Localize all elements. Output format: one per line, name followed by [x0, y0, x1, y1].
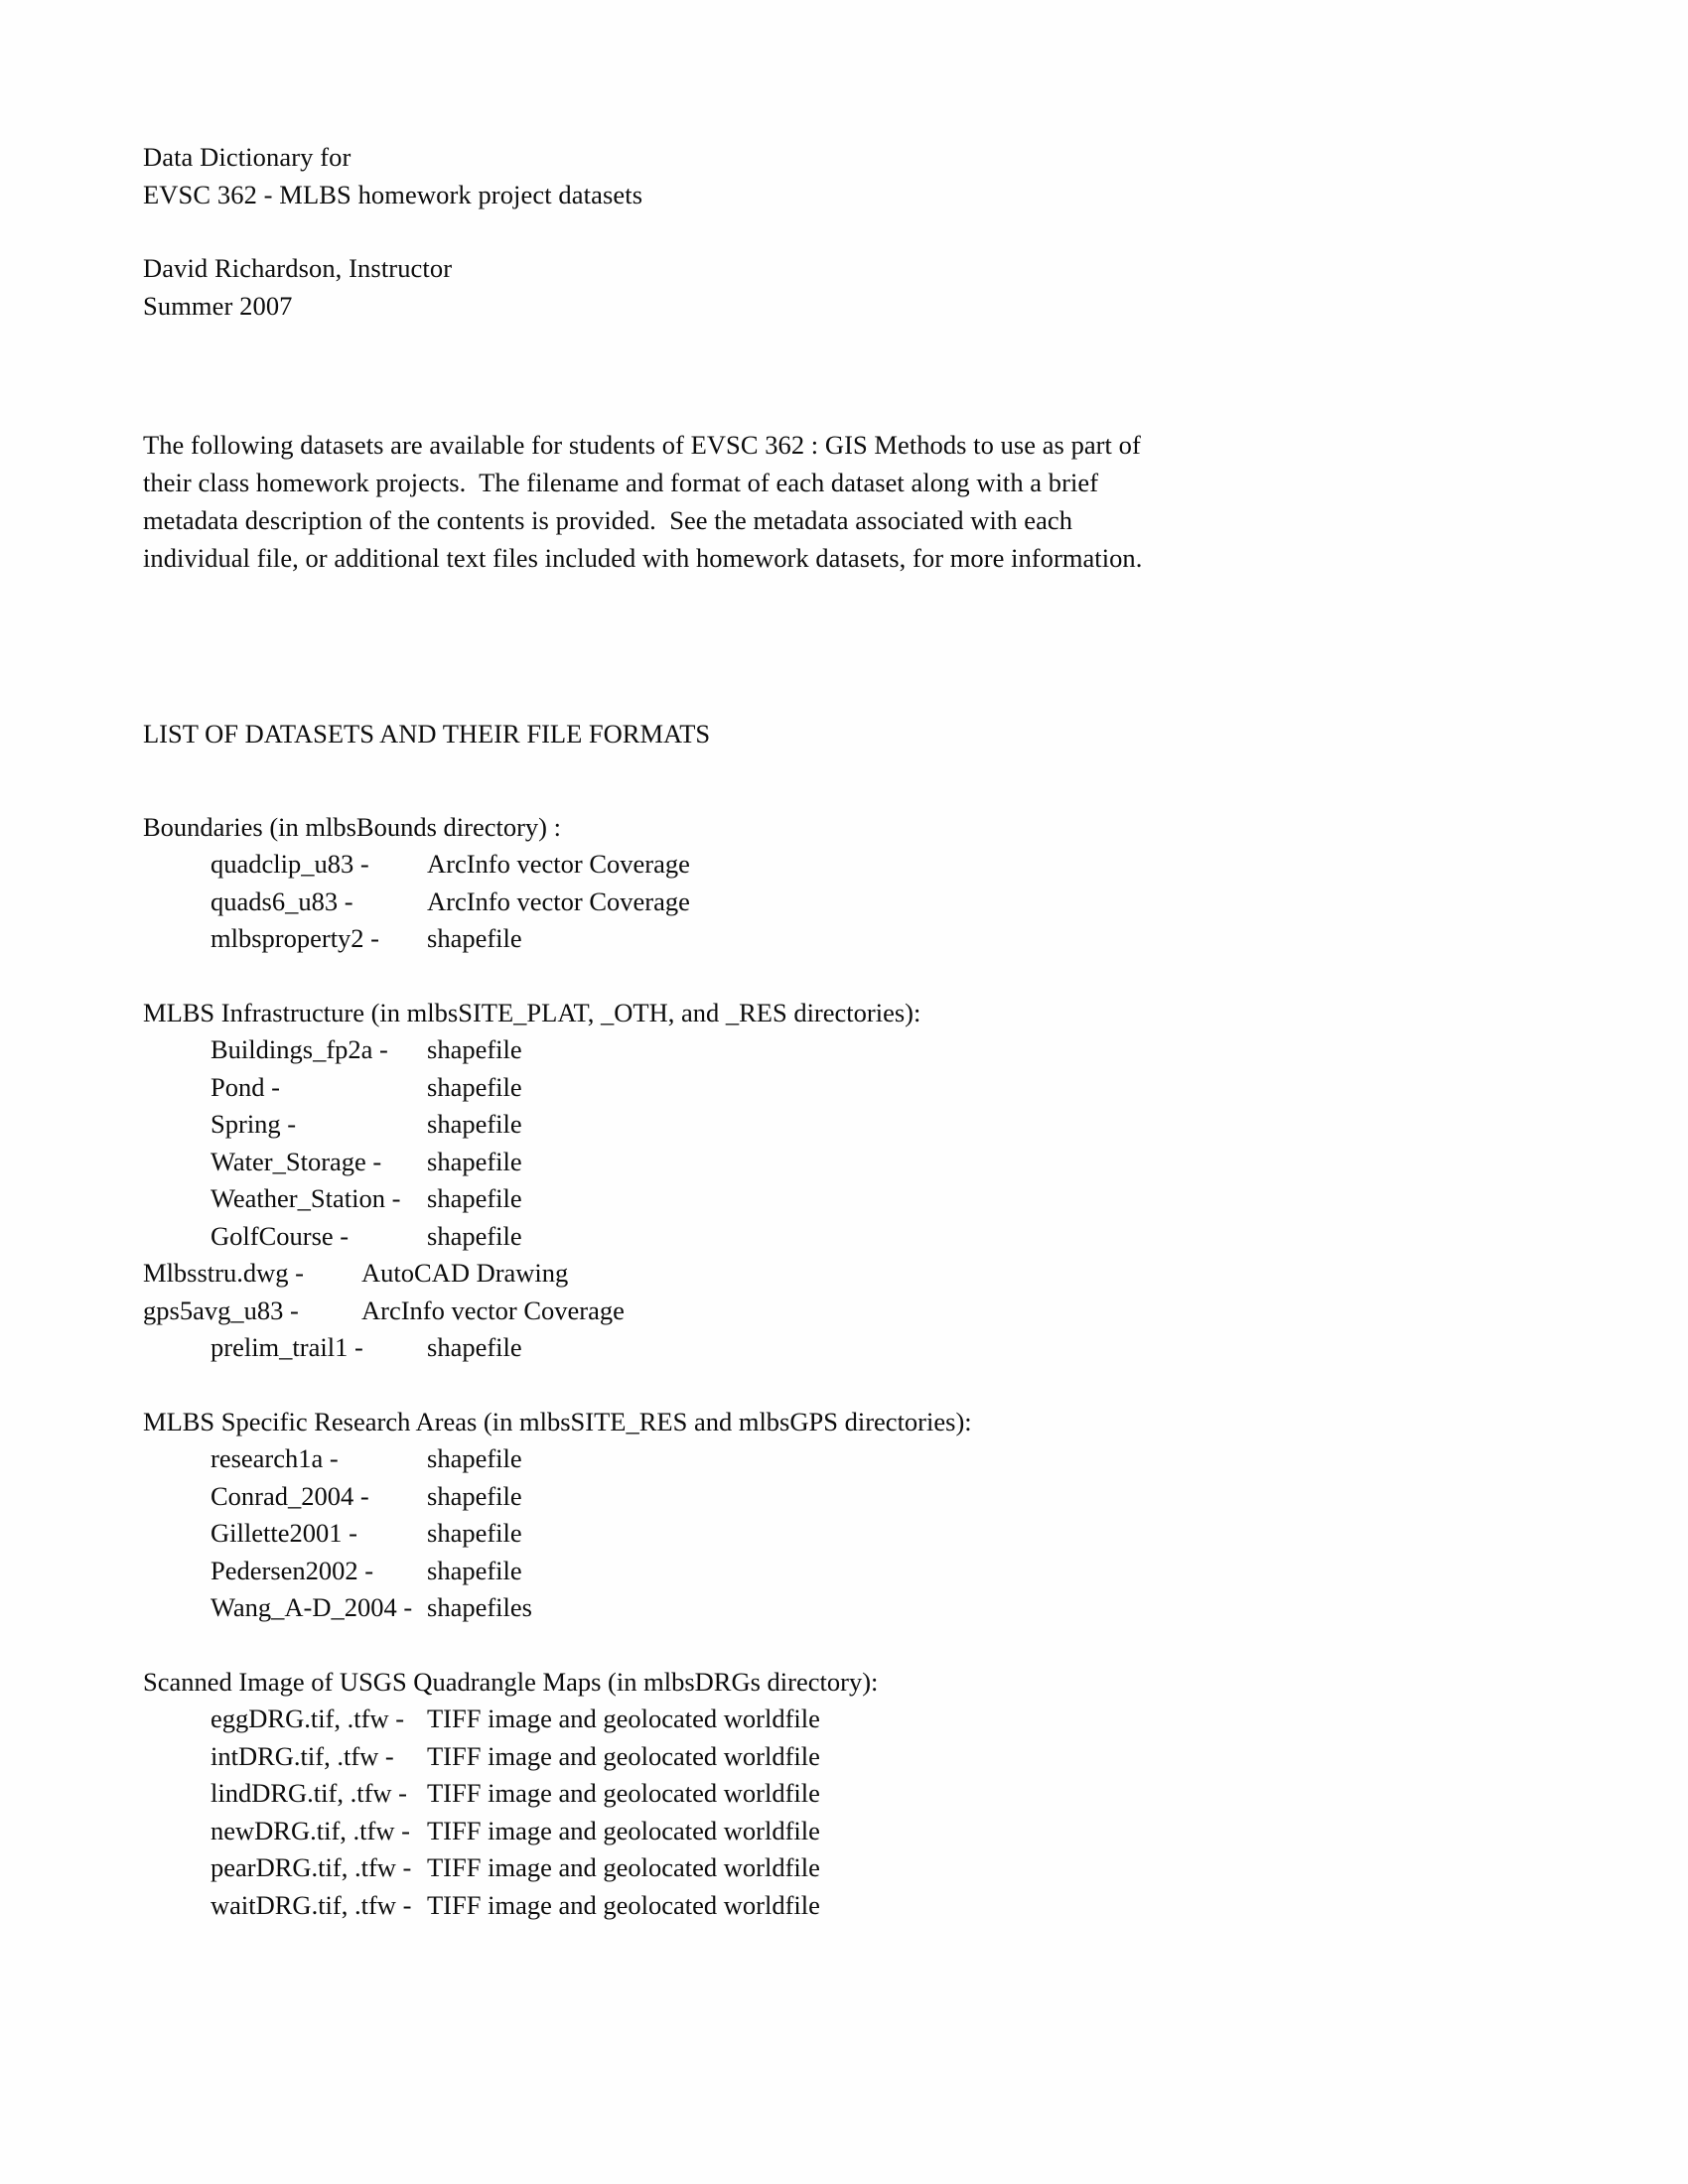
dataset-name: Buildings_fp2a - [211, 1034, 388, 1064]
dataset-format: ArcInfo vector Coverage [361, 1295, 625, 1325]
dataset-format: AutoCAD Drawing [361, 1258, 569, 1288]
dataset-entry [143, 1329, 1553, 1367]
dataset-name: Water_Storage - [211, 1146, 382, 1176]
dataset-format: TIFF image and geolocated worldfile [427, 1704, 820, 1733]
dataset-name: research1a - [211, 1443, 339, 1473]
dataset-format: TIFF image and geolocated worldfile [427, 1740, 820, 1771]
spacer [143, 753, 1553, 809]
spacer [143, 577, 1553, 716]
dataset-entry [143, 846, 1553, 884]
dataset-name: Spring - [211, 1109, 297, 1139]
spacer [143, 1627, 1553, 1664]
dataset-entry [143, 1849, 1553, 1887]
section-heading: MLBS Specific Research Areas (in mlbsSITE_RES and mlbsGPS directories): [143, 1406, 972, 1436]
dataset-name: waitDRG.tif, .tfw - [211, 1889, 412, 1920]
dataset-format: shapefile [427, 1220, 522, 1251]
dataset-name: Gillette2001 - [211, 1518, 357, 1548]
dataset-entry [143, 1180, 1553, 1218]
dataset-entry [143, 1775, 1553, 1813]
dataset-format: shapefile [427, 1555, 522, 1585]
dataset-entry [143, 1887, 1553, 1925]
dataset-format: shapefile [427, 1518, 522, 1548]
dataset-section [143, 1404, 1553, 1627]
dataset-entry [143, 1106, 1553, 1144]
dataset-section [143, 1664, 1553, 1925]
dataset-section [143, 809, 1553, 958]
dataset-format: shapefile [427, 1332, 522, 1362]
dataset-name: Wang_A-D_2004 - [211, 1592, 413, 1622]
dataset-format: shapefile [427, 1146, 522, 1176]
spacer [143, 958, 1553, 995]
dataset-name: gps5avg_u83 - [143, 1295, 299, 1325]
dataset-format: TIFF image and geolocated worldfile [427, 1889, 820, 1920]
dataset-name: Conrad_2004 - [211, 1480, 369, 1511]
dataset-format: shapefiles [427, 1592, 532, 1622]
section-heading: Boundaries (in mlbsBounds directory) : [143, 811, 561, 842]
dataset-name: eggDRG.tif, .tfw - [211, 1704, 405, 1733]
dataset-entry [143, 1813, 1553, 1850]
dataset-format: shapefile [427, 1480, 522, 1511]
dataset-entry [143, 1069, 1553, 1107]
dataset-name: GolfCourse - [211, 1220, 350, 1251]
title-block [143, 139, 1553, 213]
author-name: David Richardson, Instructor [143, 253, 453, 283]
title-line-2: EVSC 362 - MLBS homework project datasets [143, 179, 643, 209]
dataset-entry [143, 884, 1553, 921]
dataset-name: mlbsproperty2 - [211, 923, 380, 953]
spacer [143, 213, 1553, 250]
dataset-name: Mlbsstru.dwg - [143, 1258, 304, 1288]
dataset-entry [143, 1144, 1553, 1181]
dataset-entry [143, 920, 1553, 958]
dataset-format: TIFF image and geolocated worldfile [427, 1815, 820, 1845]
dataset-name: prelim_trail1 - [211, 1332, 363, 1362]
dataset-name: newDRG.tif, .tfw - [211, 1815, 410, 1845]
dataset-format: TIFF image and geolocated worldfile [427, 1852, 820, 1882]
dataset-format: TIFF image and geolocated worldfile [427, 1778, 820, 1808]
section-heading: MLBS Infrastructure (in mlbsSITE_PLAT, _OTH, and _RES directories): [143, 997, 921, 1027]
section-heading: Scanned Image of USGS Quadrangle Maps (in mlbsDRGs directory): [143, 1666, 879, 1697]
dataset-format: shapefile [427, 1034, 522, 1064]
dataset-name: quadclip_u83 - [211, 849, 369, 879]
dataset-name: intDRG.tif, .tfw - [211, 1740, 394, 1771]
list-heading: LIST OF DATASETS AND THEIR FILE FORMATS [143, 719, 711, 749]
dataset-name: Weather_Station - [211, 1183, 401, 1213]
dataset-entry [143, 1515, 1553, 1553]
intro-paragraph [143, 426, 1143, 577]
dataset-section [143, 995, 1553, 1367]
dataset-sections [143, 809, 1553, 1925]
dataset-entry [143, 1589, 1553, 1627]
intro-line: their class homework projects. The filename and format of each dataset along with a brief [143, 468, 1099, 497]
dataset-name: Pedersen2002 - [211, 1555, 374, 1585]
dataset-format: ArcInfo vector Coverage [427, 849, 690, 879]
intro-line: The following datasets are available for students of EVSC 362 : GIS Methods to use as part of [143, 430, 1141, 460]
dataset-entry [143, 1738, 1553, 1776]
dataset-name: pearDRG.tif, .tfw - [211, 1852, 412, 1882]
dataset-entry [143, 1701, 1553, 1738]
dataset-format: shapefile [427, 1183, 522, 1213]
dataset-name: lindDRG.tif, .tfw - [211, 1778, 407, 1808]
dataset-name: quads6_u83 - [211, 886, 353, 916]
title-line-1: Data Dictionary for [143, 142, 352, 172]
dataset-format: shapefile [427, 1443, 522, 1473]
dataset-entry [143, 1031, 1553, 1069]
dataset-entry [143, 1440, 1553, 1478]
dataset-entry [143, 1478, 1553, 1516]
dataset-entry [143, 1255, 1553, 1293]
author-block [143, 250, 1553, 325]
dataset-format: shapefile [427, 1071, 522, 1102]
dataset-format: shapefile [427, 923, 522, 953]
intro-line: metadata description of the contents is provided. See the metadata associated with each [143, 505, 1072, 535]
dataset-entry [143, 1218, 1553, 1256]
dataset-entry [143, 1293, 1553, 1330]
dataset-entry [143, 1553, 1553, 1590]
intro-line: individual file, or additional text files included with homework datasets, for more information. [143, 543, 1143, 573]
spacer [143, 325, 1553, 426]
spacer [143, 1367, 1553, 1404]
document-body [143, 139, 1553, 1924]
term-label: Summer 2007 [143, 290, 293, 321]
dataset-name: Pond - [211, 1071, 280, 1102]
dataset-format: shapefile [427, 1109, 522, 1139]
dataset-format: ArcInfo vector Coverage [427, 886, 690, 916]
